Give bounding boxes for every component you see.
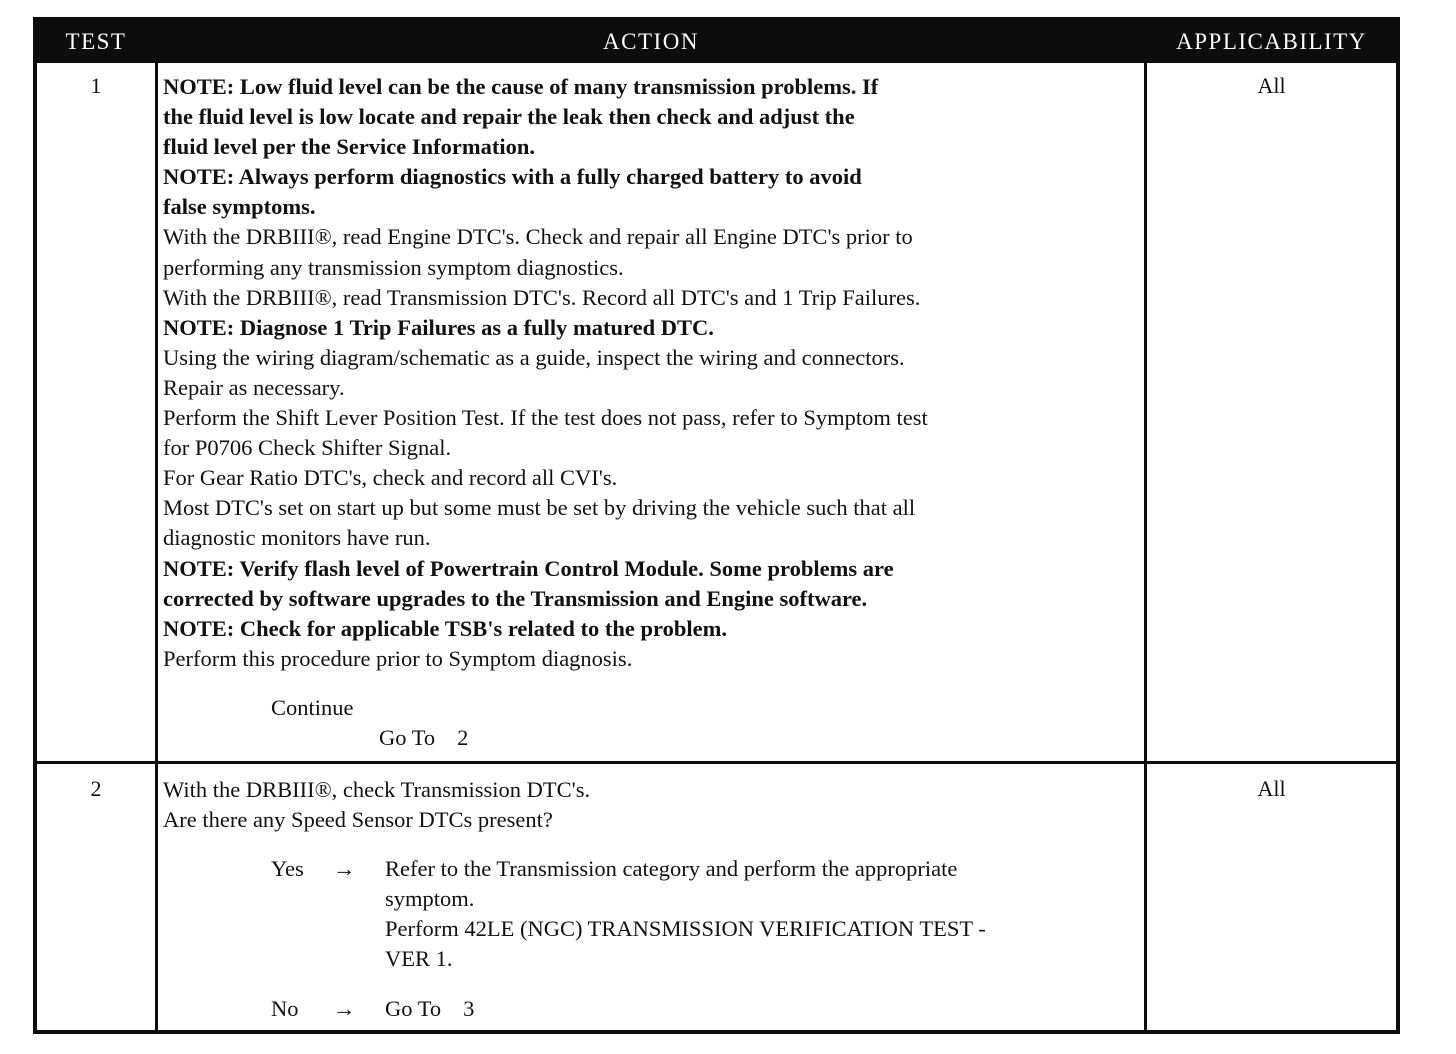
row1-line: NOTE: Check for applicable TSB's related to the problem.: [163, 615, 727, 641]
row2-line: With the DRBIII®, check Transmission DTC's.: [163, 777, 591, 802]
header-test: TEST: [65, 29, 127, 54]
no-goto-label: Go To: [385, 995, 442, 1021]
no-label: No: [271, 995, 299, 1021]
answer-no: [163, 994, 1139, 1024]
no-goto-target: 3: [463, 995, 475, 1021]
goto-label: Go To: [379, 724, 436, 750]
row1-line: Perform this procedure prior to Symptom diagnosis.: [163, 645, 633, 671]
row1-line: fluid level per the Service Information.: [163, 134, 536, 160]
column-divider-test: [155, 63, 158, 1030]
arrow-right-icon: →: [333, 856, 356, 882]
row2-test-number: 2: [90, 776, 102, 801]
answer-yes: [163, 854, 1139, 974]
header-applicability: APPLICABILITY: [1176, 29, 1367, 54]
row1-continue: [163, 693, 1139, 723]
goto-target: 2: [457, 724, 469, 750]
row1-action: [163, 72, 1139, 753]
row1-test-number: 1: [90, 73, 102, 98]
row1-line: diagnostic monitors have run.: [163, 525, 431, 551]
continue-label: Continue: [271, 694, 354, 720]
row2-applicability: All: [1257, 776, 1286, 801]
row1-line: NOTE: Diagnose 1 Trip Failures as a fully matured DTC.: [163, 314, 714, 340]
diagnostic-table: [33, 17, 1400, 1034]
row1-line: for P0706 Check Shifter Signal.: [163, 435, 452, 461]
row1-line: the fluid level is low locate and repair the leak then check and adjust the: [163, 104, 855, 130]
row1-line: performing any transmission symptom diagnostics.: [163, 254, 624, 280]
row1-line: NOTE: Always perform diagnostics with a fully charged battery to avoid: [163, 164, 862, 190]
yes-line: Refer to the Transmission category and perform the appropriate: [385, 856, 958, 882]
row1-line: For Gear Ratio DTC's, check and record all CVI's.: [163, 465, 618, 491]
yes-line: VER 1.: [385, 946, 453, 972]
row1-line: corrected by software upgrades to the Transmission and Engine software.: [163, 585, 868, 611]
row1-line: Most DTC's set on start up but some must be set by driving the vehicle such that all: [163, 495, 916, 521]
row1-goto: [163, 723, 1139, 753]
row1-line: With the DRBIII®, read Transmission DTC's. Record all DTC's and 1 Trip Failures.: [163, 284, 921, 310]
table-header: [37, 21, 1396, 63]
row1-line: NOTE: Low fluid level can be the cause of many transmission problems. If: [163, 74, 879, 99]
row1-line: With the DRBIII®, read Engine DTC's. Check and repair all Engine DTC's prior to: [163, 224, 913, 250]
row1-line: Perform the Shift Lever Position Test. If the test does not pass, refer to Symptom test: [163, 405, 928, 431]
yes-label: Yes: [271, 856, 304, 882]
row2-action: [163, 775, 1139, 1024]
yes-line: symptom.: [385, 886, 475, 912]
header-action: ACTION: [603, 29, 699, 54]
row1-line: NOTE: Verify flash level of Powertrain Control Module. Some problems are: [163, 555, 894, 581]
row1-applicability: All: [1257, 73, 1286, 98]
column-divider-applicability: [1144, 63, 1147, 1030]
row1-line: Repair as necessary.: [163, 374, 345, 400]
yes-line: Perform 42LE (NGC) TRANSMISSION VERIFICATION TEST -: [385, 916, 986, 942]
arrow-right-icon: →: [333, 995, 356, 1021]
row-divider: [37, 761, 1396, 764]
row2-line: Are there any Speed Sensor DTCs present?: [163, 807, 553, 833]
row1-line: Using the wiring diagram/schematic as a guide, inspect the wiring and connectors.: [163, 344, 905, 370]
row1-line: false symptoms.: [163, 194, 316, 220]
